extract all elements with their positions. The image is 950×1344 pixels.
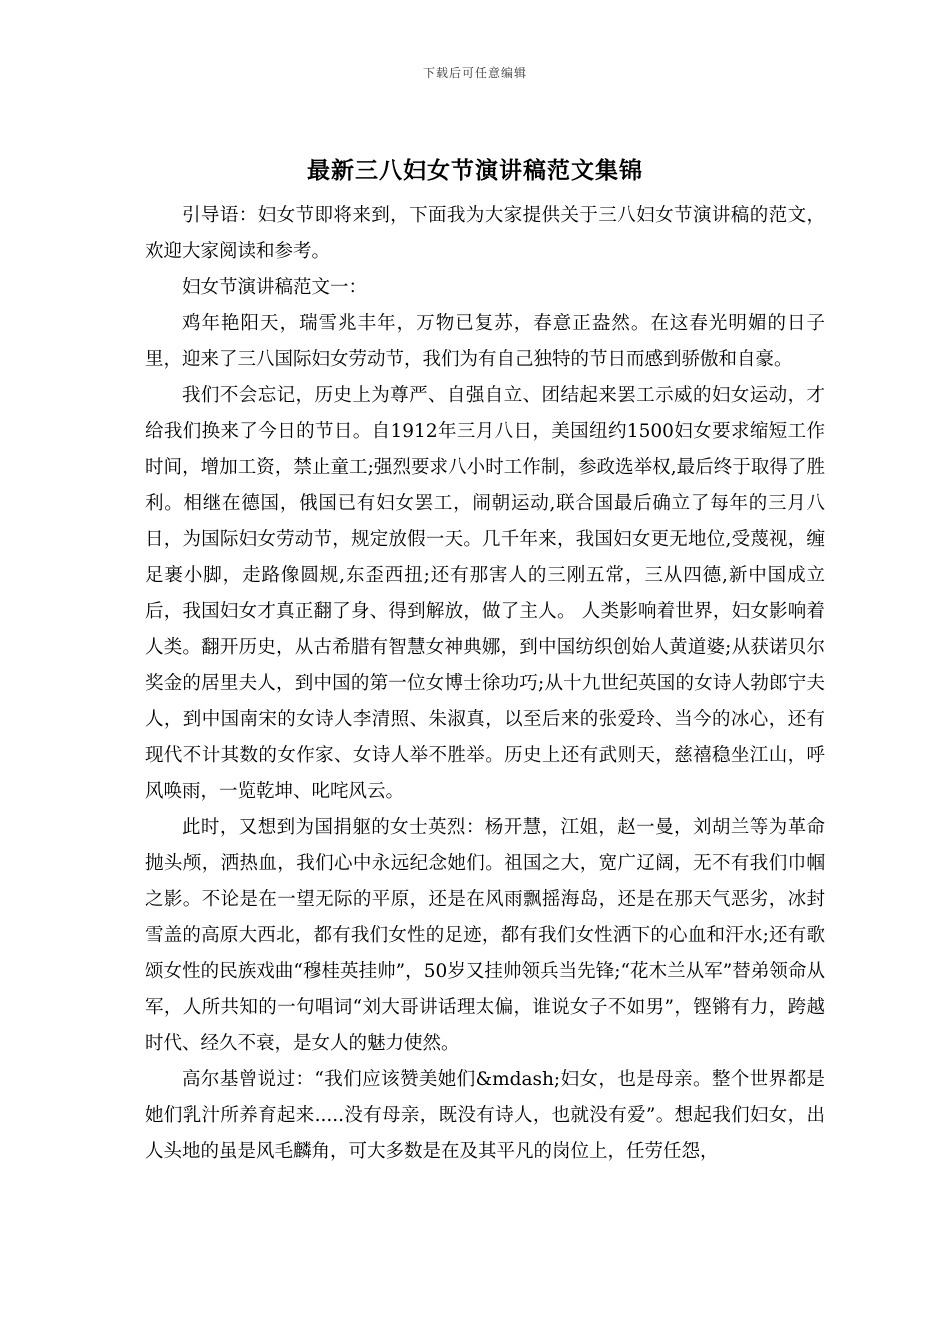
paragraph-gorky-quote: 高尔基曾说过：“我们应该赞美她们&mdash;妇女，也是母亲。整个世界都是她们乳汁所养育起来.....没有母亲，既没有诗人，也就没有爱”。想起我们妇女，出人头地的虽是风毛麟角，可大多数是在及其平凡的岗位上，任劳任怨， — [145, 1069, 825, 1162]
document-body — [145, 198, 825, 1170]
paragraph-section-heading: 妇女节演讲稿范文一： — [182, 277, 368, 298]
header-note: 下载后可任意编辑 — [422, 66, 527, 80]
paragraph-history: 我们不会忘记，历史上为尊严、自强自立、团结起来罢工示威的妇女运动，才给我们换来了今日的节日。自1912年三月八日，美国纽约1500妇女要求缩短工作时间，增加工资，禁止童工;强烈要求八小时工作制，参政选举权,最后终于取得了胜利。相继在德国，俄国已有妇女罢工，闹朝运动,联合国最后确立了每年的三月八日，为国际妇女劳动节，规定放假一天。几千年来，我国妇女更无地位,受蔑视，缠足裹小脚，走路像圆规,东歪西扭;还有那害人的三刚五常，三从四德,新中国成立后，我国妇女才真正翻了身、得到解放，做了主人。 人类影响着世界，妇女影响着人类。翻开历史，从古希腊有智慧女神典娜，到中国纺织创始人黄道婆;从获诺贝尔奖金的居里夫人，到中国的第一位女博士徐功巧;从十九世纪英国的女诗人勃郎宁夫人，到中国南宋的女诗人李清照、朱淑真，以至后来的张爱玲、当今的冰心，还有现代不计其数的女作家、女诗人举不胜举。历史上还有武则天，慈禧稳坐江山，呼风唤雨，一览乾坤、叱咤风云。 — [145, 385, 825, 802]
paragraph-intro: 引导语：妇女节即将来到，下面我为大家提供关于三八妇女节演讲稿的范文，欢迎大家阅读和参考。 — [145, 205, 825, 262]
paragraph-opening: 鸡年艳阳天，瑞雪兆丰年，万物已复苏，春意正盎然。在这春光明媚的日子里，迎来了三八国际妇女劳动节，我们为有自己独特的节日而感到骄傲和自豪。 — [145, 313, 825, 370]
document-title: 最新三八妇女节演讲稿范文集锦 — [307, 157, 643, 184]
paragraph-heroines: 此时，又想到为国捐躯的女士英烈：杨开慧，江姐，赵一曼，刘胡兰等为革命抛头颅，洒热血，我们心中永远纪念她们。祖国之大，宽广辽阔，无不有我们巾帼之影。不论是在一望无际的平原，还是在风雨飘摇海岛，还是在那天气恶劣，冰封雪盖的高原大西北，都有我们女性的足迹，都有我们女性洒下的心血和汗水;还有歌颂女性的民族戏曲“穆桂英挂帅”，50岁又挂帅领兵当先锋;“花木兰从军”替弟领命从军，人所共知的一句唱词“刘大哥讲话理太偏，谁说女子不如男”，铿锵有力，跨越时代、经久不衰，是女人的魅力使然。 — [145, 817, 825, 1054]
